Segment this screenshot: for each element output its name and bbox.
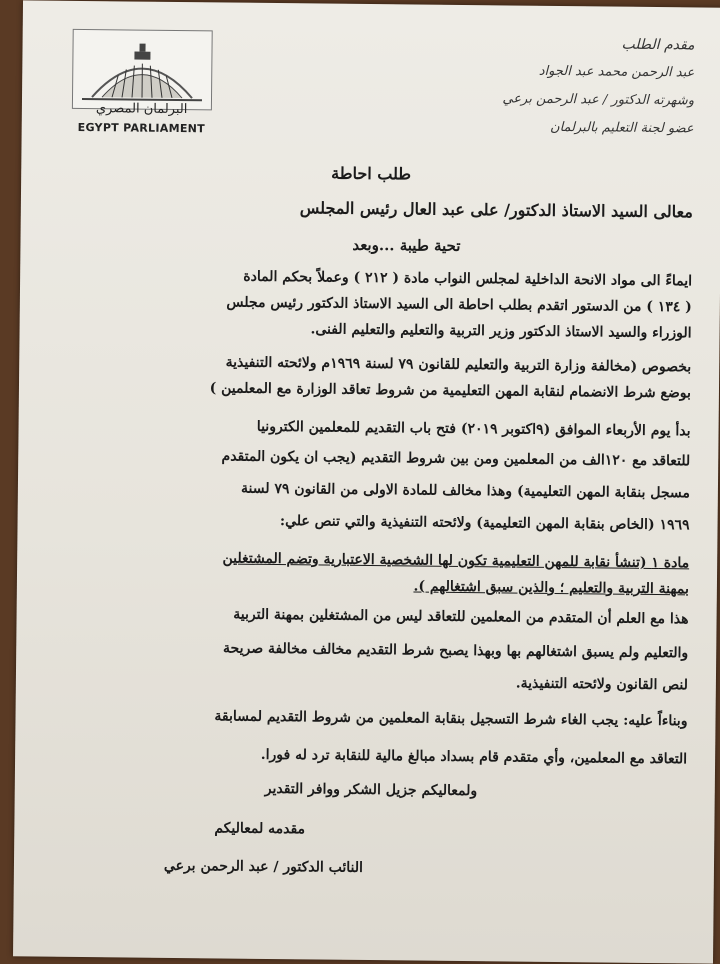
addressee: معالى السيد الاستاذ الدكتور/ على عبد العال رئيس المجلس [300,198,693,221]
logo-english-text: EGYPT PARLIAMENT [78,121,205,135]
paragraph-line: الوزراء والسيد الاستاذ الدكتور وزير التربية والتعليم والتعليم الفنى. [310,321,691,341]
paragraph-line: لنص القانون ولائحته التنفيذية. [516,676,688,694]
handwritten-line: وشهرته الدكتور / عبد الرحمن برعي [502,91,694,108]
handwritten-line: عضو لجنة التعليم بالبرلمان [550,120,694,137]
document-title: طلب احاطة [331,164,411,184]
paragraph-line: ١٩٦٩ (الخاص بنقابة المهن التعليمية) ولائحته التنفيذية والتي تنص علي: [280,513,690,533]
paragraph-line: مسجل بنقابة المهن التعليمية) وهذا مخالف للمادة الاولى من القانون ٧٩ لسنة [241,481,690,502]
parliament-logo [72,29,223,141]
article-quote-line: مادة ١ (تنشأ نقابة للمهن التعليمية تكون لها الشخصية الاعتبارية وتضم المشتغلين [222,550,689,571]
parliament-dome-icon [72,29,213,110]
paragraph-line: ايماءً الى مواد الانحة الداخلية لمجلس النواب مادة ( ٢١٢ ) وعملاً بحكم المادة [243,269,692,290]
handwritten-line: عبد الرحمن محمد عبد الجواد [539,64,695,81]
article-quote-line: بمهنة التربية والتعليم ؛ والذين سبق اشتغالهم ). [413,578,689,597]
paragraph-line: للتعاقد مع ١٢٠الف من المعلمين ومن بين شروط التقديم (يجب ان يكون المتقدم [221,448,690,469]
logo-arabic-text: البرلمان المصري [96,101,188,117]
paragraph-line: التعاقد مع المعلمين، وأي متقدم قام بسداد مبالغ مالية للنقابة ترد له فورا. [261,747,687,767]
paragraph-line: وبناءاً عليه: يجب الغاء شرط التسجيل بنقابة المعلمين من شروط التقديم لمسابقة [214,708,687,729]
document-page [13,0,720,963]
subject-line: بخصوص (مخالفة وزارة التربية والتعليم للقانون ٧٩ لسنة ١٩٦٩م ولائحته التنفيذية [226,355,692,376]
paragraph-line: ( ١٣٤ ) من الدستور اتقدم بطلب احاطة الى السيد الاستاذ الدكتور رئيس مجلس [226,295,692,316]
handwritten-line: مقدم الطلب [621,37,694,54]
paragraph-line: بدأ يوم الأربعاء الموافق (٩اكتوبر ٢٠١٩) فتح باب التقديم للمعلمين الكترونيا [257,419,691,440]
closing-line: ولمعاليكم جزيل الشكر ووافر التقدير [265,781,478,799]
signature-line: النائب الدكتور / عبد الرحمن برعي [164,858,363,876]
subject-line: بوضع شرط الانضمام لنقابة المهن التعليمية من شروط تعاقد الوزارة مع المعلمين ) [210,380,691,401]
paragraph-line: هذا مع العلم أن المتقدم من المعلمين للتعاقد ليس من المشتغلين بمهنة التربية [233,607,688,628]
paragraph-line: والتعليم ولم يسبق اشتغالهم بها وبهذا يصبح شرط التقديم مخالف مخالفة صريحة [223,640,688,661]
submitted-by: مقدمه لمعاليكم [214,820,305,837]
greeting: تحية طيبة ...وبعد [352,236,460,255]
